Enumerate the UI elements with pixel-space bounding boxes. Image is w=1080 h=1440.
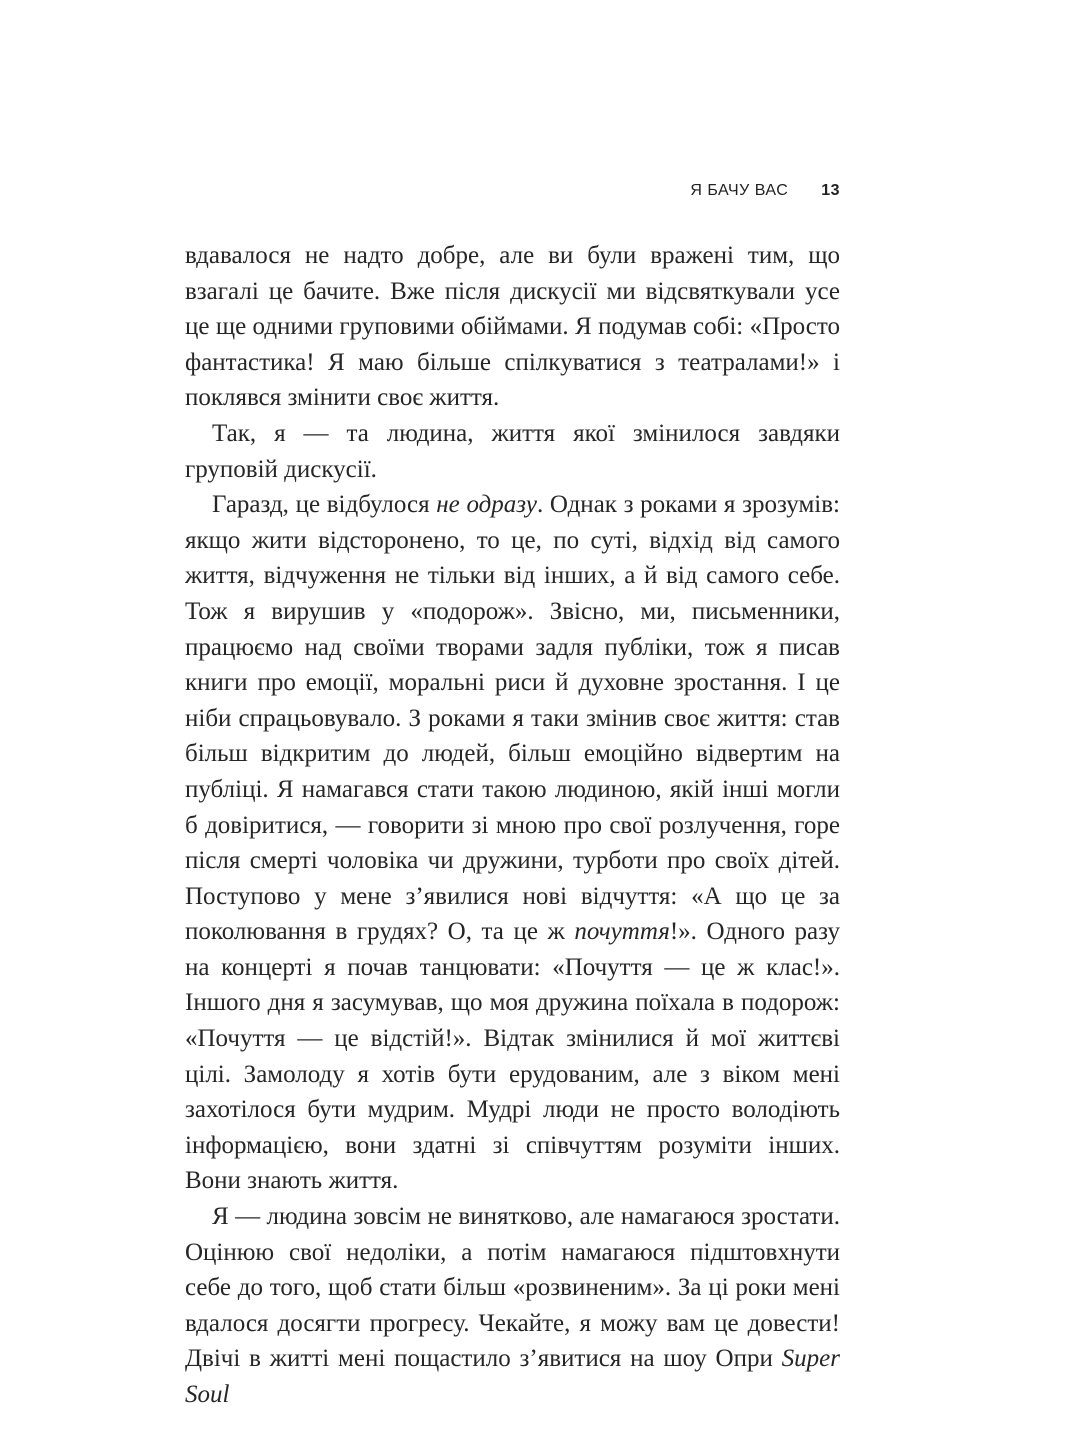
- italic-emphasis: почуття: [574, 918, 670, 946]
- text-segment: вдавалося не надто добре, але ви були вражені тим, що взагалі це бачите. Вже після дискусії ми відсвяткували усе це ще одними груповими обіймами. Я подумав собі: «Просто фантастика! Я маю більше спілкуватися з театралами!» і поклявся змінити своє життя.: [185, 242, 840, 412]
- paragraph-2: [185, 416, 840, 487]
- text-segment: Я — людина зовсім не винятково, але намагаюся зростати. Оцінюю свої недоліки, а потім намагаюся підштовхнути себе до того, щоб стати більш «розвиненим». За ці роки мені вдалося досягти прогресу. Чекайте, я можу вам це довести! Двічі в житті мені пощастило з’явитися на шоу Опри: [185, 1203, 840, 1373]
- italic-title: Super Soul: [185, 1345, 840, 1408]
- paragraph-3: [185, 487, 840, 1199]
- text-segment: !». Одного разу на концерті я почав танцювати: «Почуття — це ж клас!». Іншого дня я засумував, що моя дружина поїхала в подорож: «Почуття — це відстій!». Відтак змінилися й мої життєві цілі. Замолоду я хотів бути ерудованим, але з віком мені захотілося бути мудрим. Мудрі люди не просто володіють інформацією, вони здатні зі співчуттям розуміти інших. Вони знають життя.: [185, 918, 840, 1195]
- page-number: 13: [821, 182, 840, 199]
- text-segment: Гаразд, це відбулося: [212, 491, 437, 519]
- italic-emphasis: не одразу: [436, 491, 537, 519]
- text-segment: . Однак з роками я зрозумів: якщо жити відсторонено, то це, по суті, відхід від самого життя, відчуження не тільки від інших, а й від самого себе. Тож я вирушив у «подорож». Звісно, ми, письменники, працюємо над своїми творами задля публіки, тож я писав книги про емоції, моральні риси й духовне зростання. І це ніби спрацьовувало. З роками я таки змінив своє життя: став більш відкритим до людей, більш емоційно відвертим на публіці. Я намагався стати такою людиною, якій інші могли б довіритися, — говорити зі мною про свої розлучення, горе після смерті чоловіка чи дружини, турботи про своїх дітей. Поступово у мене з’явилися нові відчуття: «А що це за поколювання в грудях? О, та це ж: [185, 491, 840, 946]
- body-text: [185, 238, 840, 1413]
- running-header: [690, 182, 840, 200]
- running-title: Я БАЧУ ВАС: [690, 182, 789, 199]
- paragraph-1: [185, 238, 840, 416]
- text-segment: Так, я — та людина, життя якої змінилося завдяки груповій дискусії.: [185, 419, 840, 483]
- paragraph-4: [185, 1199, 840, 1413]
